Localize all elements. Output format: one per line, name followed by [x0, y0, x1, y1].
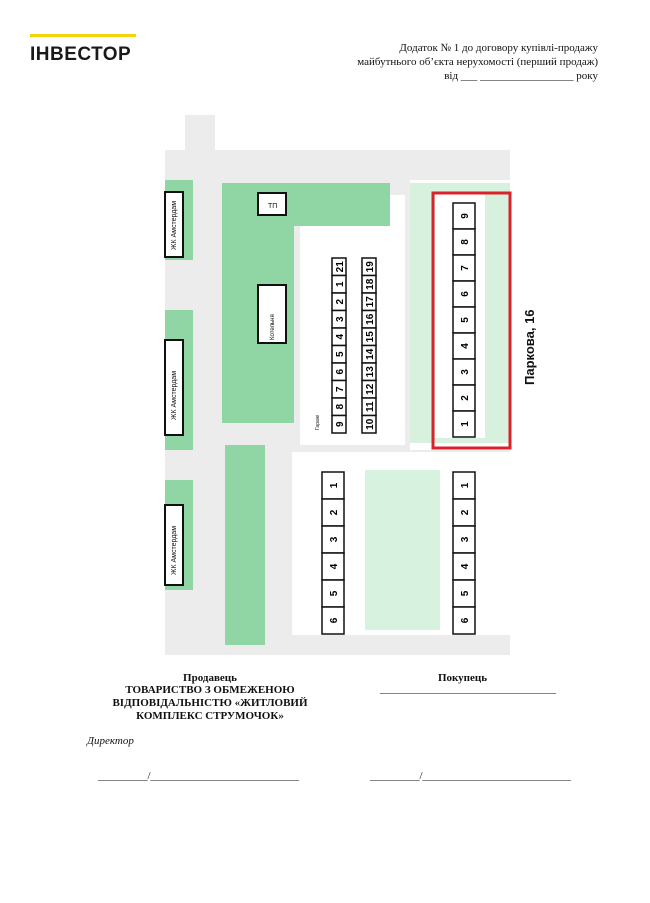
unit-number: 19 [365, 261, 376, 273]
unit-number: 14 [365, 348, 376, 360]
unit-number: 5 [329, 590, 340, 597]
parking-lot-area [300, 195, 405, 445]
unit-number: 4 [460, 563, 471, 570]
building-label: ЖК Амстердам [171, 370, 178, 420]
unit-number: 4 [460, 343, 471, 349]
street-label: Паркова, 16 [522, 309, 537, 385]
townhouse-units-right-lower [453, 472, 475, 634]
unit-number: 16 [365, 313, 376, 325]
unit-number: 3 [460, 369, 471, 375]
unit-number: 10 [365, 418, 376, 430]
unit-number: 12 [365, 383, 376, 395]
green-block [225, 445, 265, 645]
unit-number: 8 [460, 239, 471, 245]
unit-number: 1 [335, 281, 346, 288]
unit-number: 5 [335, 351, 346, 358]
appendix-title-line2: майбутнього об’єкта нерухомості (перший продаж) [357, 56, 598, 68]
unit-number: 3 [460, 536, 471, 543]
garage-row-top [332, 258, 346, 433]
unit-number: 8 [335, 403, 346, 410]
company-logo: ІНВЕСТОР [30, 44, 132, 65]
garages-label: Гаражі [315, 414, 321, 430]
green-block [222, 183, 390, 226]
unit-number: 2 [460, 509, 471, 516]
seller-signature-line: _________/___________________________ [98, 770, 300, 782]
unit-number: 17 [365, 296, 376, 308]
unit-number: 4 [329, 563, 340, 570]
road-north [185, 115, 215, 155]
buyer-title: Покупець [437, 672, 488, 684]
seller-name [95, 684, 325, 723]
unit-number: 13 [365, 366, 376, 378]
building-label: ЖК Амстердам [171, 200, 178, 250]
unit-number: 18 [365, 278, 376, 290]
transformer-label: ТП [268, 203, 278, 210]
unit-number: 1 [460, 421, 471, 427]
unit-number: 6 [460, 617, 471, 624]
seller-role: Директор [87, 735, 134, 747]
unit-number: 21 [335, 261, 346, 273]
unit-number: 3 [329, 536, 340, 543]
townhouse-units-right [453, 203, 475, 437]
unit-number: 5 [460, 317, 471, 323]
seller-name-line: ТОВАРИСТВО З ОБМЕЖЕНОЮ [125, 684, 295, 696]
seller-name-line: ВІДПОВІДАЛЬНІСТЮ «ЖИТЛОВИЙ [112, 697, 308, 709]
buyer-name-line: ________________________________ [380, 683, 556, 695]
unit-number: 7 [460, 265, 471, 271]
unit-number: 9 [460, 213, 471, 219]
garage-row-bottom [362, 258, 376, 433]
unit-number: 3 [335, 316, 346, 323]
courtyard-green [365, 470, 440, 630]
unit-number: 1 [460, 482, 471, 489]
unit-number: 7 [335, 386, 346, 393]
unit-number: 6 [329, 617, 340, 624]
boiler-label: Котельня [270, 314, 276, 340]
unit-number: 9 [335, 421, 346, 428]
unit-number: 2 [335, 298, 346, 305]
seller-name-line: КОМПЛЕКС СТРУМОЧОК» [136, 710, 284, 722]
appendix-title-line1: Додаток № 1 до договору купівлі-продажу [399, 42, 598, 54]
appendix-date-line: від ___ _________________ року [444, 70, 598, 82]
townhouse-units-mid [322, 472, 344, 634]
unit-number: 2 [329, 509, 340, 516]
unit-number: 6 [335, 368, 346, 375]
unit-number: 2 [460, 395, 471, 401]
unit-number: 15 [365, 331, 376, 343]
unit-number: 1 [329, 482, 340, 489]
unit-number: 4 [335, 333, 346, 340]
buyer-signature-line: _________/___________________________ [370, 770, 572, 782]
seller-title: Продавець [183, 672, 237, 684]
unit-number: 11 [365, 401, 376, 413]
unit-number: 6 [460, 291, 471, 297]
building-label: ЖК Амстердам [171, 525, 178, 575]
unit-number: 5 [460, 590, 471, 597]
